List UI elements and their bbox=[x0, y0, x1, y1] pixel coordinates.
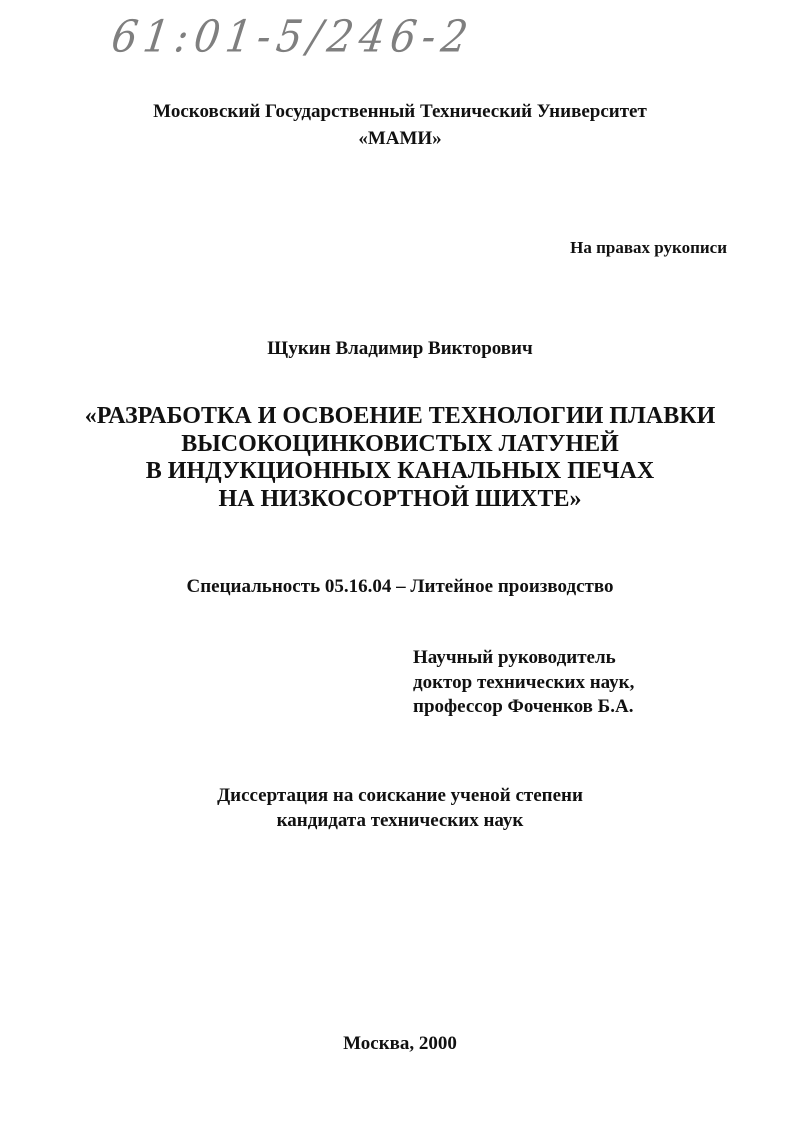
handwritten-catalog-number: 61:01-5/246-2 bbox=[108, 11, 477, 63]
dissertation-title bbox=[0, 403, 793, 513]
advisor-line: доктор технических наук, bbox=[413, 671, 635, 693]
title-line: «РАЗРАБОТКА И ОСВОЕНИЕ ТЕХНОЛОГИИ ПЛАВКИ bbox=[84, 403, 716, 429]
specialty: Специальность 05.16.04 – Литейное производство bbox=[186, 576, 614, 597]
title-line: ВЫСОКОЦИНКОВИСТЫХ ЛАТУНЕЙ bbox=[181, 430, 619, 457]
degree-line: кандидата технических наук bbox=[276, 810, 524, 831]
city-year: Москва, 2000 bbox=[343, 1033, 457, 1054]
university-name: Московский Государственный Технический Университет bbox=[153, 101, 647, 122]
university-short-name: «МАМИ» bbox=[358, 128, 442, 149]
advisor-line: профессор Фоченков Б.А. bbox=[413, 696, 634, 717]
title-line: НА НИЗКОСОРТНОЙ ШИХТЕ» bbox=[218, 485, 582, 512]
author-name: Щукин Владимир Викторович bbox=[267, 338, 533, 359]
scientific-advisor bbox=[413, 646, 634, 720]
advisor-line: Научный руководитель bbox=[413, 647, 616, 668]
manuscript-note: На правах рукописи bbox=[570, 238, 727, 257]
title-line: В ИНДУКЦИОННЫХ КАНАЛЬНЫХ ПЕЧАХ bbox=[145, 458, 655, 484]
degree-statement bbox=[0, 783, 793, 833]
degree-line: Диссертация на соискание ученой степени bbox=[217, 785, 583, 806]
